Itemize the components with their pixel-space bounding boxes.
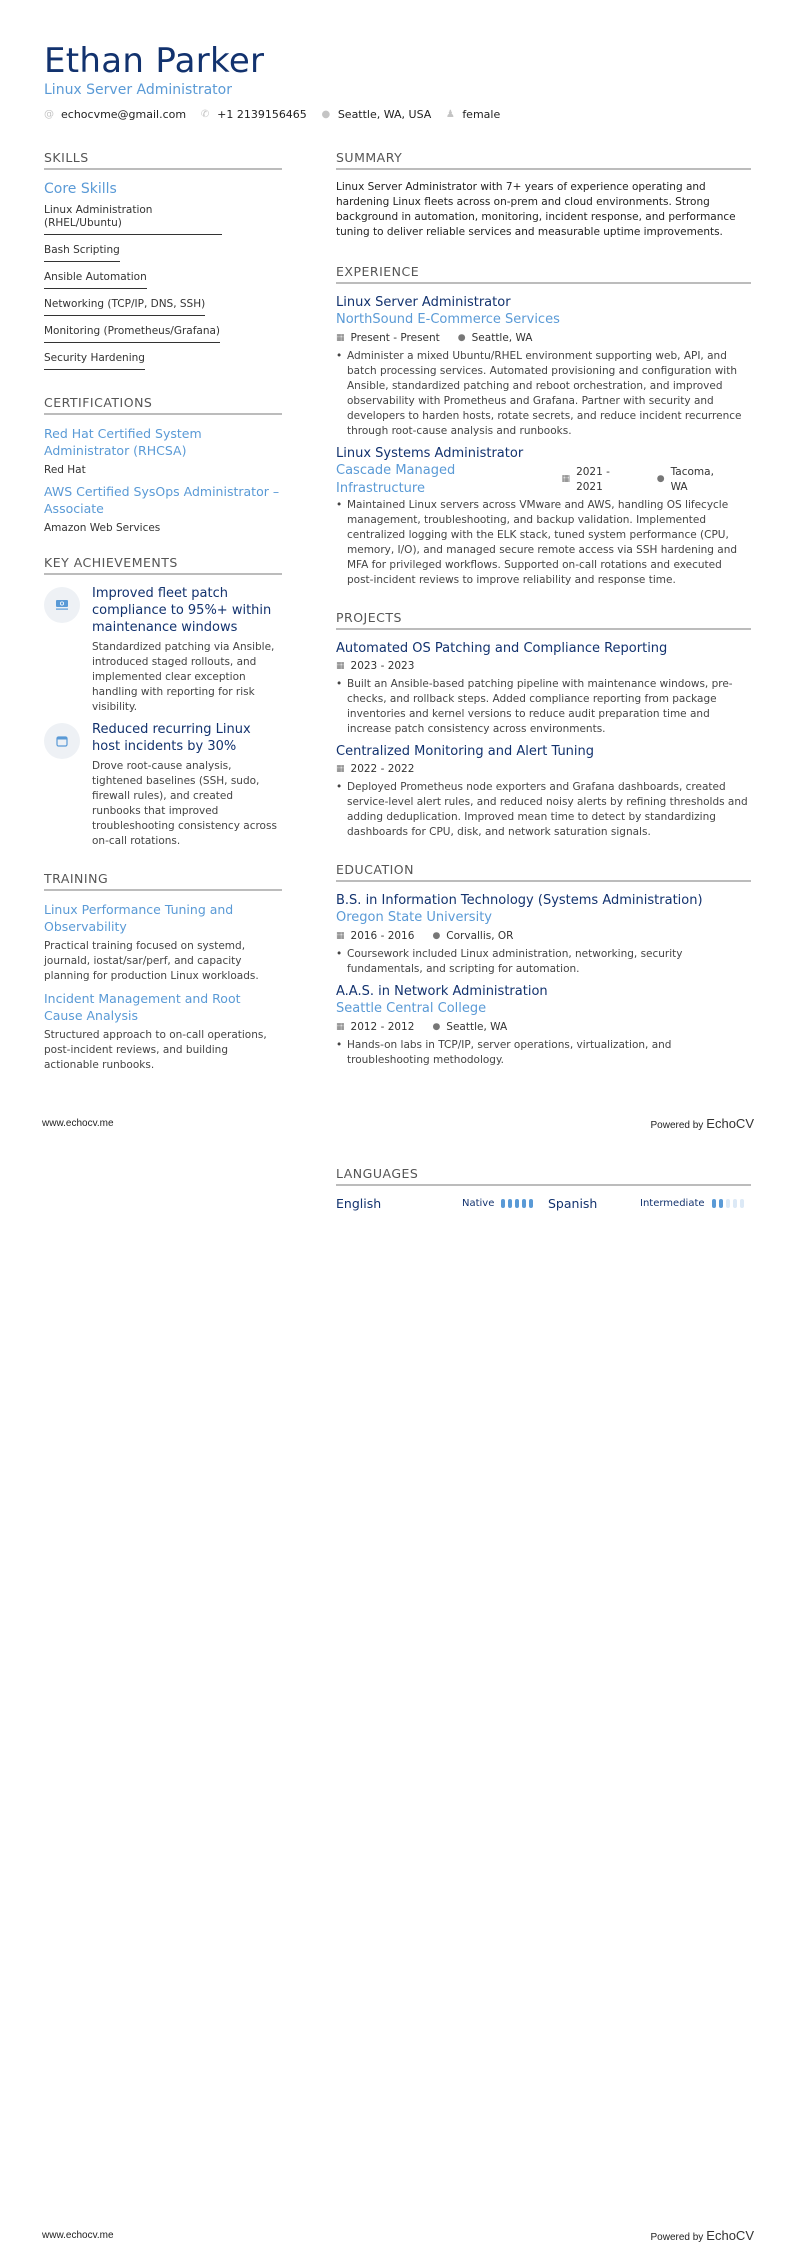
- page-footer: [42, 2228, 754, 2243]
- training-title: Incident Management and Root Cause Analysis: [44, 991, 241, 1023]
- section-heading: EXPERIENCE: [336, 264, 751, 284]
- language-item: [548, 1196, 751, 1211]
- skill-item: Monitoring (Prometheus/Grafana): [44, 323, 220, 343]
- cert-org: Amazon Web Services: [44, 522, 161, 534]
- section-heading: SUMMARY: [336, 150, 751, 170]
- bullet-text: Deployed Prometheus node exporters and Grafana dashboards, created service-level alert rules, and reduced noisy alerts by refining thresholds and adding deduplication. Improved mean time to detect by standardizing dashboards for CPU, disk, and network saturation signals.: [347, 781, 748, 838]
- experience-item: [336, 445, 751, 588]
- education-item: [336, 892, 751, 977]
- powered-by: [650, 1116, 754, 1131]
- page-footer: [42, 1116, 754, 1131]
- proficiency-bar: [712, 1199, 747, 1208]
- cert-name: AWS Certified SysOps Administrator – Associate: [44, 484, 280, 516]
- language-name: English: [336, 1196, 382, 1211]
- gender-text: female: [462, 108, 501, 121]
- bullet-text: Hands-on labs in TCP/IP, server operations, virtualization, and troubleshooting methodology.: [347, 1039, 672, 1066]
- section-heading: EDUCATION: [336, 862, 751, 882]
- job-bullet: • Maintained Linux servers across VMware and AWS, handling OS lifecycle management, troubleshooting, and backup validation. Implemented centralized logging with the ELK stack, tuned system performance (CPU, memory, I/O), and managed secure remote access via SSH hardening and MFA for privileged workflows. Supported on-call rotations and executed post-incident reviews to improve reliability and response time.: [336, 498, 751, 588]
- project-bullet: • Built an Ansible-based patching pipeline with maintenance windows, pre-checks, and rollback steps. Added compliance reporting from package inventories and kernel versions to reduce audit preparation time and increase patch consistency across environments.: [336, 677, 751, 737]
- cert-item: [44, 425, 282, 477]
- achievement-title: Improved fleet patch compliance to 95%+ within maintenance windows: [92, 586, 272, 635]
- skill-item: Networking (TCP/IP, DNS, SSH): [44, 296, 205, 316]
- at-icon: @: [44, 109, 54, 120]
- edu-bullet: • Coursework included Linux administration, networking, security fundamentals, and scripting for automation.: [336, 947, 751, 977]
- language-name: Spanish: [548, 1196, 598, 1211]
- project-dates: 2022 - 2022: [350, 763, 415, 775]
- training-title: Linux Performance Tuning and Observability: [44, 902, 234, 934]
- job-dates: 2021 - 2021: [576, 465, 610, 493]
- job-dates: Present - Present: [350, 332, 440, 344]
- achievement-item: [44, 585, 282, 715]
- contact-location: [321, 108, 432, 121]
- training-section: [44, 871, 282, 1073]
- achievement-desc: Drove root-cause analysis, tightened baselines (SSH, sudo, firewall rules), and created runbooks that improved troubleshooting consistency across on-call rotations.: [92, 760, 277, 847]
- training-desc: Practical training focused on systemd, journald, iostat/sar/perf, and capacity planning for production Linux workloads.: [44, 940, 259, 982]
- certifications-section: [44, 395, 282, 535]
- job-title: Linux Systems Administrator: [336, 446, 524, 461]
- powered-by-label: Powered by: [650, 2232, 704, 2243]
- company-name: NorthSound E-Commerce Services: [336, 312, 560, 327]
- job-meta: [562, 465, 751, 495]
- bullet-text: Coursework included Linux administration, networking, security fundamentals, and scripting for automation.: [347, 948, 683, 975]
- language-level: Intermediate: [640, 1198, 705, 1209]
- job-location: Tacoma, WA: [670, 465, 714, 493]
- resume-header: [44, 40, 264, 99]
- degree-title: A.A.S. in Network Administration: [336, 984, 548, 999]
- training-item: [44, 901, 282, 984]
- skills-section: [44, 150, 282, 377]
- contact-email[interactable]: [44, 108, 186, 121]
- skill-item: Ansible Automation: [44, 269, 147, 289]
- user-icon: ♟: [445, 109, 455, 120]
- experience-section: [336, 264, 751, 588]
- candidate-title: Linux Server Administrator: [44, 82, 232, 98]
- section-heading: PROJECTS: [336, 610, 751, 630]
- achievement-desc: Standardized patching via Ansible, introduced staged rollouts, and implemented clear exception handling with reporting for risk visibility.: [92, 641, 275, 713]
- training-item: [44, 990, 282, 1073]
- job-bullet: • Administer a mixed Ubuntu/RHEL environment supporting web, API, and batch processing services. Automated provisioning and configuration with Ansible, standardized patching and reboot orchestration, and improved observability with Prometheus and Grafana. Partner with security and developers to harden hosts, rotate secrets, and reduce incident recurrence through root-cause analysis and runbooks.: [336, 349, 751, 439]
- calendar-icon: ▦: [336, 661, 345, 671]
- school-name: Seattle Central College: [336, 1001, 487, 1016]
- location-icon: ●: [432, 1022, 441, 1032]
- education-section: [336, 862, 751, 1068]
- achievement-item: [44, 721, 282, 849]
- cert-org: Red Hat: [44, 464, 86, 476]
- project-item: [336, 743, 751, 840]
- left-column: [44, 150, 282, 1079]
- calendar-icon: ▦: [336, 764, 345, 774]
- calendar-icon: ▦: [561, 474, 571, 484]
- powered-by-label: Powered by: [650, 1120, 704, 1131]
- school-name: Oregon State University: [336, 910, 492, 925]
- skill-item: Security Hardening: [44, 350, 145, 370]
- language-level: Native: [462, 1198, 495, 1209]
- location-icon: ●: [321, 109, 331, 120]
- edu-dates: 2016 - 2016: [350, 930, 415, 942]
- job-title: Linux Server Administrator: [336, 295, 511, 310]
- brand-logo[interactable]: EchoCV: [706, 2228, 754, 2243]
- website-link[interactable]: www.echocv.me: [42, 1118, 114, 1129]
- skill-item: Bash Scripting: [44, 242, 120, 262]
- skills-list: [44, 202, 282, 377]
- location-text: Seattle, WA, USA: [337, 108, 432, 121]
- section-heading: SKILLS: [44, 150, 282, 170]
- section-heading: CERTIFICATIONS: [44, 395, 282, 415]
- experience-item: [336, 294, 751, 439]
- location-icon: ●: [457, 333, 466, 343]
- project-item: [336, 640, 751, 737]
- company-name: Cascade Managed Infrastructure: [336, 463, 456, 496]
- section-heading: TRAINING: [44, 871, 282, 891]
- section-heading: LANGUAGES: [336, 1166, 751, 1186]
- bullet-text: Built an Ansible-based patching pipeline with maintenance windows, pre-checks, and rollback steps. Added compliance reporting from package inventories and kernel versions to reduce audit preparation time and increase patch consistency across environments.: [347, 678, 733, 735]
- location-icon: ●: [432, 931, 441, 941]
- language-item: [336, 1196, 548, 1211]
- calendar-icon: [44, 723, 80, 759]
- contact-bar: [44, 108, 514, 121]
- bullet-text: Maintained Linux servers across VMware and AWS, handling OS lifecycle management, troubleshooting, and backup validation. Implemented centralized logging with the ELK stack, tuned system performance (CPU, memory, I/O), and managed secure remote access via SSH hardening and MFA for privileged workflows. Supported on-call rotations and executed post-incident reviews to improve reliability and response time.: [347, 499, 738, 586]
- calendar-icon: ▦: [336, 931, 345, 941]
- edu-dates: 2012 - 2012: [350, 1021, 415, 1033]
- projects-section: [336, 610, 751, 840]
- calendar-icon: ▦: [336, 1022, 345, 1032]
- contact-gender: [445, 108, 500, 121]
- summary-text: Linux Server Administrator with 7+ years of experience operating and hardening Linux fleets across on-prem and cloud environments. Strong background in automation, monitoring, incident response, and performance tuning to deliver reliable services and measurable uptime improvements.: [336, 181, 736, 238]
- project-dates: 2023 - 2023: [350, 660, 415, 672]
- project-title: Centralized Monitoring and Alert Tuning: [336, 744, 595, 759]
- project-title: Automated OS Patching and Compliance Reporting: [336, 641, 668, 656]
- calendar-icon: ▦: [336, 333, 345, 343]
- email-text: echocvme@gmail.com: [61, 108, 187, 121]
- job-meta: [336, 331, 751, 346]
- cert-item: [44, 483, 282, 535]
- section-heading: KEY ACHIEVEMENTS: [44, 555, 282, 575]
- edu-location: Seattle, WA: [446, 1021, 508, 1033]
- proficiency-bar: [501, 1199, 536, 1208]
- cert-name: Red Hat Certified System Administrator (RHCSA): [44, 426, 202, 458]
- edu-bullet: • Hands-on labs in TCP/IP, server operations, virtualization, and troubleshooting methodology.: [336, 1038, 751, 1068]
- phone-text: +1 2139156465: [217, 108, 307, 121]
- skill-item: Linux Administration (RHEL/Ubuntu): [44, 202, 222, 235]
- job-location: Seattle, WA: [471, 332, 533, 344]
- education-item: [336, 983, 751, 1068]
- summary-section: [336, 150, 751, 240]
- brand-logo[interactable]: EchoCV: [706, 1116, 754, 1131]
- contact-phone[interactable]: [200, 108, 307, 121]
- website-link[interactable]: www.echocv.me: [42, 2230, 114, 2241]
- languages-section: [336, 1166, 751, 1211]
- right-column: [336, 150, 751, 1074]
- achievements-section: [44, 555, 282, 849]
- skills-subheading: Core Skills: [44, 181, 117, 197]
- bullet-text: Administer a mixed Ubuntu/RHEL environment supporting web, API, and batch processing services. Automated provisioning and configuration with Ansible, standardized patching and reboot orchestration, and improved observability with Prometheus and Grafana. Partner with security and developers to harden hosts, rotate secrets, and reduce incident recurrence through root-cause analysis and runbooks.: [347, 350, 742, 437]
- powered-by: [650, 2228, 754, 2243]
- edu-location: Corvallis, OR: [446, 930, 514, 942]
- languages-list: [336, 1196, 751, 1211]
- degree-title: B.S. in Information Technology (Systems Administration): [336, 893, 703, 908]
- achievement-title: Reduced recurring Linux host incidents by 30%: [92, 722, 251, 754]
- training-desc: Structured approach to on-call operations, post-incident reviews, and building actionable runbooks.: [44, 1029, 267, 1071]
- phone-icon: ✆: [200, 109, 210, 120]
- monitor-icon: [44, 587, 80, 623]
- candidate-name: Ethan Parker: [44, 41, 265, 81]
- project-bullet: • Deployed Prometheus node exporters and Grafana dashboards, created service-level alert rules, and reduced noisy alerts by refining thresholds and adding deduplication. Improved mean time to detect by standardizing dashboards for CPU, disk, and network saturation signals.: [336, 780, 751, 840]
- location-icon: ●: [656, 474, 665, 484]
